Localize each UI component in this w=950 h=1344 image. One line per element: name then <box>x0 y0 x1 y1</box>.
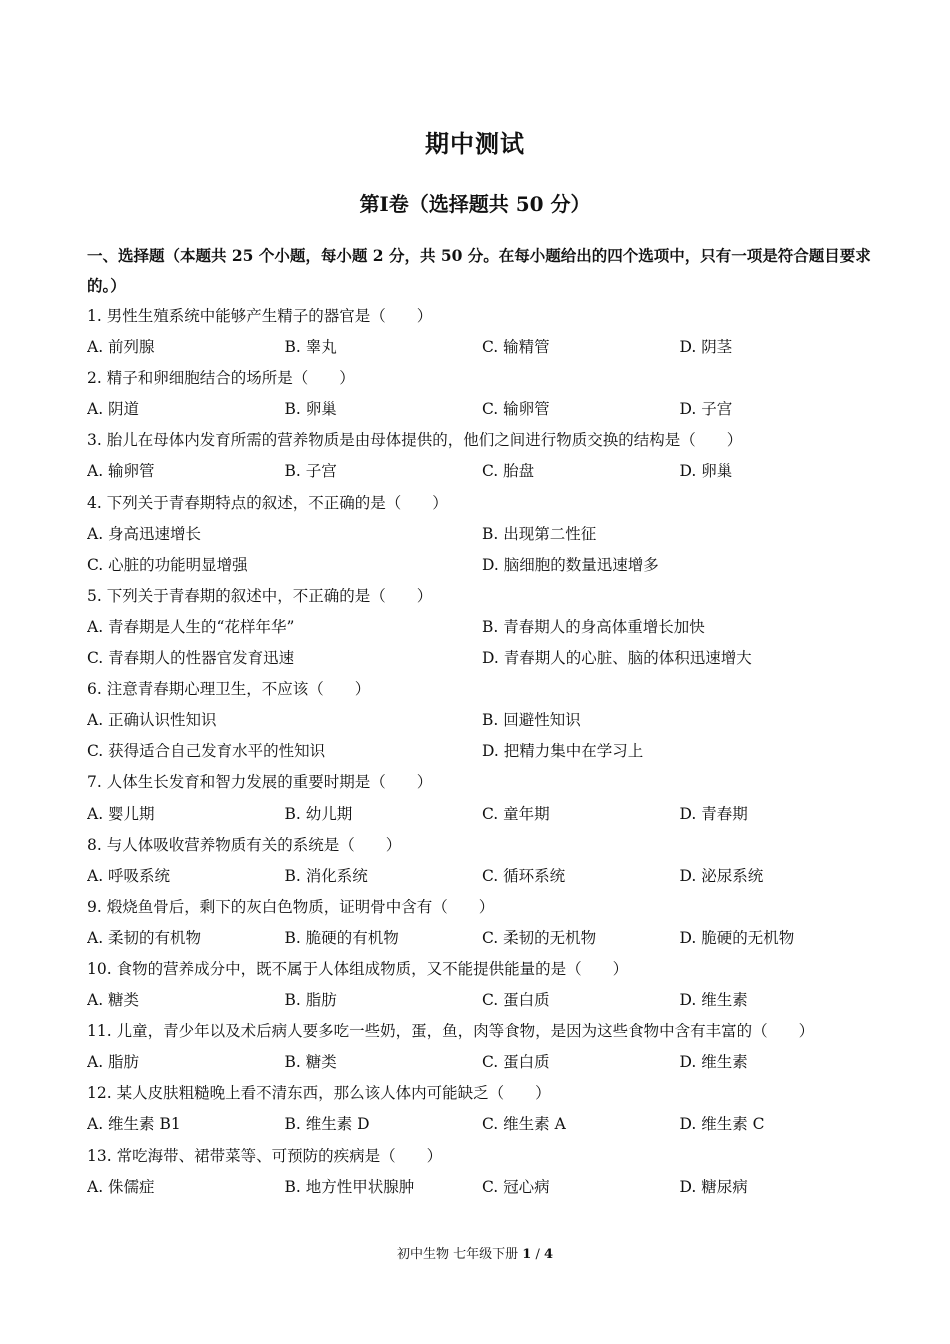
option-c: C. 循环系统 <box>482 866 566 885</box>
option-b: B. 回避性知识 <box>482 711 581 730</box>
option-b: B. 糖类 <box>284 1053 337 1072</box>
option-a: A. 青春期是人生的“花样年华” <box>87 617 295 636</box>
option-c: C. 心脏的功能明显增强 <box>87 555 248 574</box>
option-c: C. 胎盘 <box>482 462 535 481</box>
footer-page-number: 1 <box>522 1247 532 1262</box>
question-options <box>87 861 877 892</box>
question-stem: 3. 胎儿在母体内发育所需的营养物质是由母体提供的，他们之间进行物质交换的结构是（ ） <box>87 431 743 450</box>
option-a: A. 前列腺 <box>87 338 155 357</box>
option-d: D. 青春期人的心脏、脑的体积迅速增大 <box>482 649 752 668</box>
option-d: D. 维生素 <box>679 991 748 1010</box>
option-a: A. 婴儿期 <box>87 804 155 823</box>
part-subtitle: 第Ⅰ卷（选择题共 50 分） <box>359 192 591 216</box>
option-a: A. 身高迅速增长 <box>87 524 202 543</box>
option-b: B. 幼儿期 <box>284 804 353 823</box>
option-b: B. 维生素 D <box>284 1115 370 1134</box>
question-list <box>87 301 877 1203</box>
page-footer <box>0 1243 950 1262</box>
option-a: A. 糖类 <box>87 991 140 1010</box>
question-stem: 12. 某人皮肤粗糙晚上看不清东西，那么该人体内可能缺乏（ ） <box>87 1084 551 1103</box>
option-d: D. 维生素 C <box>679 1115 765 1134</box>
option-d: D. 青春期 <box>679 804 748 823</box>
option-b: B. 消化系统 <box>284 866 368 885</box>
option-d: D. 卵巢 <box>679 462 733 481</box>
question-options <box>87 519 877 550</box>
footer-separator: / <box>531 1247 544 1262</box>
question-stem: 5. 下列关于青春期的叙述中，不正确的是（ ） <box>87 586 433 605</box>
question-options <box>87 736 877 767</box>
option-d: D. 阴茎 <box>679 338 733 357</box>
question-options <box>87 394 877 425</box>
question-stem: 4. 下列关于青春期特点的叙述，不正确的是（ ） <box>87 493 448 512</box>
option-d: D. 子宫 <box>679 400 733 419</box>
option-c: C. 输精管 <box>482 338 550 357</box>
option-b: B. 青春期人的身高体重增长加快 <box>482 617 705 636</box>
option-b: B. 睾丸 <box>284 338 337 357</box>
option-c: C. 获得适合自己发育水平的性知识 <box>87 742 326 761</box>
option-a: A. 侏儒症 <box>87 1177 155 1196</box>
option-d: D. 糖尿病 <box>679 1177 748 1196</box>
question-stem: 13. 常吃海带、裙带菜等、可预防的疾病是（ ） <box>87 1146 443 1165</box>
option-c: C. 维生素 A <box>482 1115 566 1134</box>
question-options <box>87 643 877 674</box>
option-d: D. 把精力集中在学习上 <box>482 742 644 761</box>
option-d: D. 脆硬的无机物 <box>679 928 795 947</box>
option-a: A. 呼吸系统 <box>87 866 171 885</box>
question-stem: 11. 儿童，青少年以及术后病人要多吃一些奶，蛋，鱼，肉等食物，是因为这些食物中含有丰富的（ ） <box>87 1022 815 1041</box>
question-stem: 10. 食物的营养成分中，既不属于人体组成物质，又不能提供能量的是（ ） <box>87 959 629 978</box>
option-b: B. 地方性甲状腺肿 <box>284 1177 415 1196</box>
option-a: A. 输卵管 <box>87 462 155 481</box>
option-c: C. 冠心病 <box>482 1177 550 1196</box>
option-c: C. 蛋白质 <box>482 1053 550 1072</box>
footer-total-pages: 4 <box>543 1247 554 1262</box>
option-b: B. 脆硬的有机物 <box>284 928 399 947</box>
question-stem: 9. 煅烧鱼骨后，剩下的灰白色物质，证明骨中含有（ ） <box>87 897 495 916</box>
option-b: B. 出现第二性征 <box>482 524 597 543</box>
question-options <box>87 332 877 363</box>
question-options <box>87 1109 877 1140</box>
question-options <box>87 1047 877 1078</box>
option-a: A. 脂肪 <box>87 1053 140 1072</box>
option-c: C. 柔韧的无机物 <box>482 928 597 947</box>
option-a: A. 正确认识性知识 <box>87 711 217 730</box>
option-c: C. 蛋白质 <box>482 991 550 1010</box>
question-options <box>87 985 877 1016</box>
section-heading: 一、选择题（本题共 25 个小题，每小题 2 分，共 50 分。在每小题给出的四个选项中，只有一项是符合题目要求的。） <box>87 246 871 295</box>
question-options <box>87 1172 877 1203</box>
option-c: C. 输卵管 <box>482 400 550 419</box>
question-options <box>87 612 877 643</box>
option-c: C. 童年期 <box>482 804 550 823</box>
question-stem: 2. 精子和卵细胞结合的场所是（ ） <box>87 369 355 388</box>
option-a: A. 维生素 B1 <box>87 1115 181 1134</box>
question-options <box>87 705 877 736</box>
option-d: D. 脑细胞的数量迅速增多 <box>482 555 659 574</box>
option-d: D. 维生素 <box>679 1053 748 1072</box>
option-a: A. 阴道 <box>87 400 140 419</box>
question-stem: 8. 与人体吸收营养物质有关的系统是（ ） <box>87 835 402 854</box>
question-stem: 6. 注意青春期心理卫生，不应该（ ） <box>87 680 371 699</box>
option-b: B. 卵巢 <box>284 400 337 419</box>
option-d: D. 泌尿系统 <box>679 866 764 885</box>
option-b: B. 脂肪 <box>284 991 337 1010</box>
question-stem: 1. 男性生殖系统中能够产生精子的器官是（ ） <box>87 307 433 325</box>
option-a: A. 柔韧的有机物 <box>87 928 202 947</box>
option-c: C. 青春期人的性器官发育迅速 <box>87 649 295 668</box>
question-options <box>87 456 877 487</box>
footer-subject: 初中生物 七年级下册 <box>396 1247 519 1262</box>
question-options <box>87 799 877 830</box>
question-stem: 7. 人体生长发育和智力发展的重要时期是（ ） <box>87 773 433 792</box>
option-b: B. 子宫 <box>284 462 337 481</box>
question-options <box>87 550 877 581</box>
question-options <box>87 923 877 954</box>
page-title: 期中测试 <box>425 129 525 158</box>
